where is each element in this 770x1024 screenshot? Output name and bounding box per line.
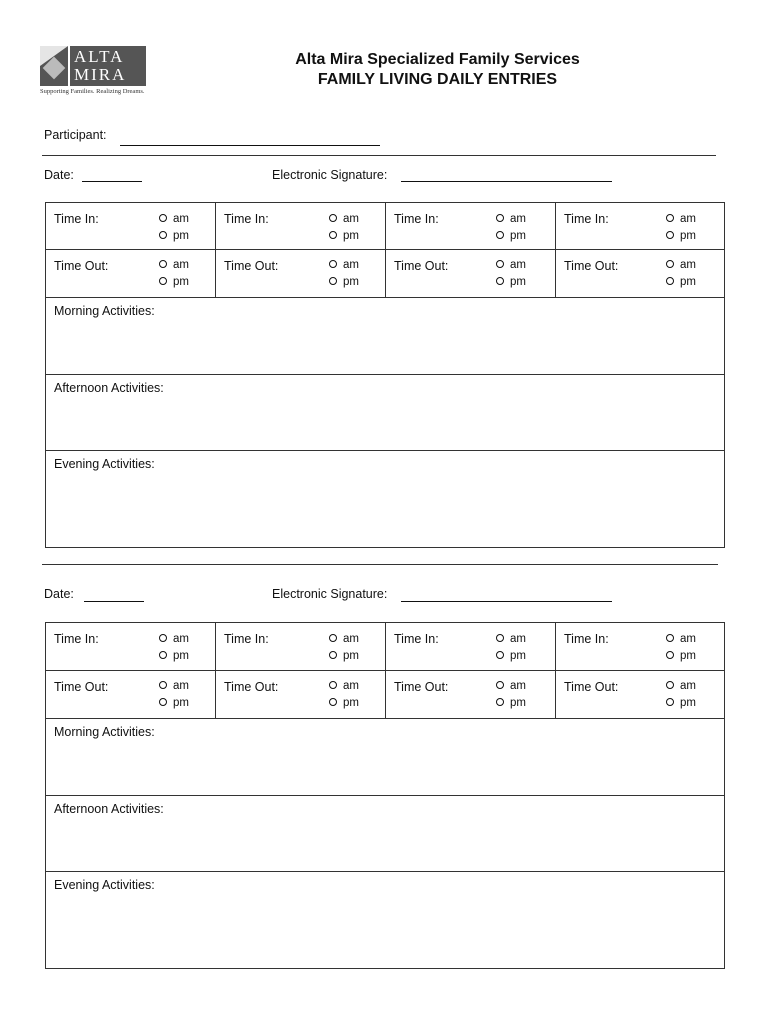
morning-activities-box[interactable] <box>46 719 724 796</box>
evening-activities-box[interactable] <box>46 872 724 968</box>
time-in-label: Time In: <box>54 632 99 646</box>
radio-circle-icon <box>159 681 167 689</box>
time-in-cell <box>386 623 556 670</box>
evening-activities-label: Evening Activities: <box>54 878 155 892</box>
page-title <box>200 50 675 90</box>
logo-mark-icon <box>40 46 68 86</box>
am-label: am <box>173 680 189 692</box>
radio-circle-icon <box>159 214 167 222</box>
pm-radio[interactable] <box>496 230 526 242</box>
pm-label: pm <box>343 697 359 709</box>
time-out-cell <box>386 671 556 718</box>
radio-circle-icon <box>496 698 504 706</box>
time-out-label: Time Out: <box>224 680 279 694</box>
time-in-cell <box>46 203 216 249</box>
pm-radio[interactable] <box>666 697 696 709</box>
radio-circle-icon <box>329 634 337 642</box>
radio-circle-icon <box>329 651 337 659</box>
radio-circle-icon <box>496 277 504 285</box>
time-out-cell <box>386 250 556 297</box>
time-in-label: Time In: <box>394 632 439 646</box>
am-label: am <box>343 633 359 645</box>
divider <box>42 155 716 156</box>
am-radio[interactable] <box>159 213 189 225</box>
signature-field[interactable] <box>401 601 612 602</box>
pm-label: pm <box>173 697 189 709</box>
radio-circle-icon <box>496 214 504 222</box>
pm-label: pm <box>680 230 696 242</box>
am-radio[interactable] <box>159 259 189 271</box>
pm-radio[interactable] <box>666 276 696 288</box>
am-radio[interactable] <box>666 259 696 271</box>
afternoon-activities-label: Afternoon Activities: <box>54 381 164 395</box>
time-in-cell <box>386 203 556 249</box>
pm-radio[interactable] <box>159 697 189 709</box>
logo-line1: ALTA <box>74 47 125 66</box>
am-label: am <box>510 259 526 271</box>
time-in-row <box>46 623 724 671</box>
time-out-label: Time Out: <box>564 259 619 273</box>
am-label: am <box>680 213 696 225</box>
pm-radio[interactable] <box>329 230 359 242</box>
time-in-cell <box>216 623 386 670</box>
date-field[interactable] <box>82 181 142 182</box>
time-out-label: Time Out: <box>394 259 449 273</box>
morning-activities-box[interactable] <box>46 298 724 375</box>
alta-mira-logo <box>40 46 146 100</box>
am-label: am <box>343 213 359 225</box>
radio-circle-icon <box>329 698 337 706</box>
radio-circle-icon <box>496 260 504 268</box>
morning-activities-label: Morning Activities: <box>54 304 155 318</box>
am-radio[interactable] <box>666 680 696 692</box>
pm-label: pm <box>510 230 526 242</box>
pm-label: pm <box>173 230 189 242</box>
pm-radio[interactable] <box>159 230 189 242</box>
morning-activities-label: Morning Activities: <box>54 725 155 739</box>
pm-radio[interactable] <box>159 276 189 288</box>
am-radio[interactable] <box>329 680 359 692</box>
date-field[interactable] <box>84 601 144 602</box>
time-out-row <box>46 250 724 298</box>
am-radio[interactable] <box>496 633 526 645</box>
time-out-label: Time Out: <box>54 259 109 273</box>
radio-circle-icon <box>666 634 674 642</box>
entry-grid <box>45 622 725 969</box>
time-in-label: Time In: <box>394 212 439 226</box>
time-out-cell <box>46 250 216 297</box>
org-name: Alta Mira Specialized Family Services <box>295 51 580 68</box>
time-in-cell <box>216 203 386 249</box>
time-in-label: Time In: <box>564 212 609 226</box>
evening-activities-box[interactable] <box>46 451 724 547</box>
am-radio[interactable] <box>159 680 189 692</box>
signature-label: Electronic Signature: <box>272 587 388 601</box>
pm-label: pm <box>173 276 189 288</box>
signature-field[interactable] <box>401 181 612 182</box>
radio-circle-icon <box>329 260 337 268</box>
time-in-cell <box>46 623 216 670</box>
radio-circle-icon <box>159 698 167 706</box>
am-radio[interactable] <box>666 213 696 225</box>
am-label: am <box>510 213 526 225</box>
time-out-label: Time Out: <box>394 680 449 694</box>
logo-tagline: Supporting Families. Realizing Dreams. <box>40 88 145 95</box>
radio-circle-icon <box>496 681 504 689</box>
pm-radio[interactable] <box>666 230 696 242</box>
am-radio[interactable] <box>329 259 359 271</box>
am-label: am <box>680 633 696 645</box>
pm-label: pm <box>510 697 526 709</box>
time-out-label: Time Out: <box>564 680 619 694</box>
time-out-cell <box>556 250 724 297</box>
time-in-label: Time In: <box>564 632 609 646</box>
am-label: am <box>510 633 526 645</box>
form-title: FAMILY LIVING DAILY ENTRIES <box>317 71 558 88</box>
time-out-row <box>46 671 724 719</box>
logo-line2: MIRA <box>74 65 127 84</box>
time-out-label: Time Out: <box>54 680 109 694</box>
participant-field[interactable] <box>120 145 380 146</box>
pm-label: pm <box>343 650 359 662</box>
radio-circle-icon <box>666 681 674 689</box>
radio-circle-icon <box>666 651 674 659</box>
pm-label: pm <box>680 276 696 288</box>
entry-grid <box>45 202 725 548</box>
am-radio[interactable] <box>159 633 189 645</box>
time-out-cell <box>216 671 386 718</box>
am-radio[interactable] <box>329 213 359 225</box>
logo-wordmark <box>70 46 146 86</box>
pm-label: pm <box>510 650 526 662</box>
pm-label: pm <box>680 650 696 662</box>
afternoon-activities-label: Afternoon Activities: <box>54 802 164 816</box>
radio-circle-icon <box>159 260 167 268</box>
am-label: am <box>173 213 189 225</box>
time-in-row <box>46 203 724 250</box>
time-in-cell <box>556 623 724 670</box>
radio-circle-icon <box>496 231 504 239</box>
am-label: am <box>173 633 189 645</box>
am-radio[interactable] <box>666 633 696 645</box>
date-label: Date: <box>44 587 74 601</box>
time-out-cell <box>46 671 216 718</box>
pm-label: pm <box>343 276 359 288</box>
time-out-label: Time Out: <box>224 259 279 273</box>
am-label: am <box>343 680 359 692</box>
radio-circle-icon <box>666 260 674 268</box>
radio-circle-icon <box>496 651 504 659</box>
am-radio[interactable] <box>496 213 526 225</box>
pm-radio[interactable] <box>329 650 359 662</box>
pm-radio[interactable] <box>496 276 526 288</box>
radio-circle-icon <box>329 214 337 222</box>
radio-circle-icon <box>159 634 167 642</box>
radio-circle-icon <box>666 214 674 222</box>
time-out-cell <box>556 671 724 718</box>
radio-circle-icon <box>329 681 337 689</box>
radio-circle-icon <box>159 277 167 285</box>
pm-radio[interactable] <box>496 697 526 709</box>
evening-activities-label: Evening Activities: <box>54 457 155 471</box>
radio-circle-icon <box>159 651 167 659</box>
radio-circle-icon <box>666 231 674 239</box>
radio-circle-icon <box>666 698 674 706</box>
pm-label: pm <box>343 230 359 242</box>
afternoon-activities-box[interactable] <box>46 375 724 451</box>
am-label: am <box>510 680 526 692</box>
am-label: am <box>680 259 696 271</box>
time-in-label: Time In: <box>54 212 99 226</box>
pm-label: pm <box>173 650 189 662</box>
radio-circle-icon <box>496 634 504 642</box>
pm-radio[interactable] <box>329 276 359 288</box>
time-in-label: Time In: <box>224 632 269 646</box>
pm-radio[interactable] <box>496 650 526 662</box>
am-label: am <box>680 680 696 692</box>
radio-circle-icon <box>159 231 167 239</box>
pm-radio[interactable] <box>329 697 359 709</box>
signature-label: Electronic Signature: <box>272 168 388 182</box>
pm-label: pm <box>680 697 696 709</box>
radio-circle-icon <box>329 231 337 239</box>
date-label: Date: <box>44 168 74 182</box>
am-label: am <box>343 259 359 271</box>
divider <box>42 564 718 565</box>
am-radio[interactable] <box>496 259 526 271</box>
am-radio[interactable] <box>329 633 359 645</box>
am-radio[interactable] <box>496 680 526 692</box>
am-label: am <box>173 259 189 271</box>
afternoon-activities-box[interactable] <box>46 796 724 872</box>
radio-circle-icon <box>666 277 674 285</box>
time-in-label: Time In: <box>224 212 269 226</box>
radio-circle-icon <box>329 277 337 285</box>
pm-radio[interactable] <box>159 650 189 662</box>
pm-radio[interactable] <box>666 650 696 662</box>
pm-label: pm <box>510 276 526 288</box>
time-in-cell <box>556 203 724 249</box>
time-out-cell <box>216 250 386 297</box>
participant-label: Participant: <box>44 128 107 142</box>
